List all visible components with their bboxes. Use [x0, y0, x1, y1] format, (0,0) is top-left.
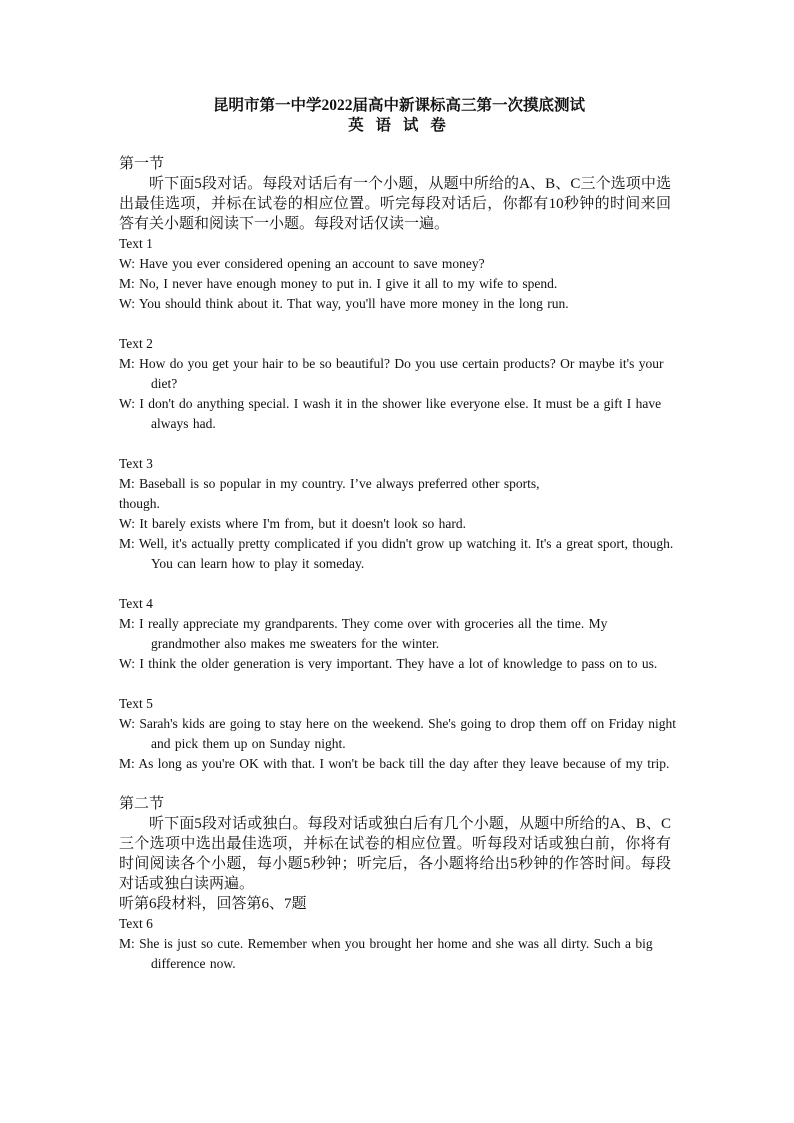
- part2-heading: 第二节: [119, 796, 165, 812]
- document-page: [119, 96, 679, 974]
- dialogue-line: though.: [119, 496, 160, 511]
- text-label: Text 6: [119, 916, 153, 931]
- part1-instruction: 听下面5段对话。每段对话后有一个小题，从题中所给的A、B、C三个选项中选出最佳选项，并标在试卷的相应位置。听完每段对话后，你都有10秒钟的时间来回答有关小题和阅读下一小题。每段对话仅读一遍。: [119, 176, 671, 232]
- text-label: Text 3: [119, 456, 153, 471]
- text-block-2: [119, 334, 679, 434]
- text-label: Text 1: [119, 236, 153, 251]
- dialogue-line: W: You should think about it. That way, you'll have more money in the long run.: [119, 296, 569, 311]
- dialogue-line: M: Well, it's actually pretty complicated if you didn't grow up watching it. It's a great sport, though. You can learn how to play it someday.: [119, 536, 674, 571]
- text-label: Text 2: [119, 336, 153, 351]
- dialogue-line: M: As long as you're OK with that. I won't be back till the day after they leave because of my trip.: [119, 756, 670, 771]
- text-block-6: [119, 914, 679, 974]
- part2-instruction: 听下面5段对话或独白。每段对话或独白后有几个小题，从题中所给的A、B、C三个选项中选出最佳选项，并标在试卷的相应位置。听每段对话或独白前，你将有时间阅读各个小题，每小题5秒钟；听完后，各小题将给出5秒钟的作答时间。每段对话或独白读两遍。: [119, 816, 671, 892]
- exam-title: 昆明市第一中学2022届高中新课标高三第一次摸底测试: [212, 97, 585, 114]
- text-block-3: [119, 454, 679, 574]
- dialogue-line: W: I think the older generation is very important. They have a lot of knowledge to pass on to us.: [119, 656, 658, 671]
- text-block-4: [119, 594, 679, 674]
- text-block-5: [119, 694, 679, 774]
- text-block-1: [119, 234, 679, 314]
- text-label: Text 5: [119, 696, 153, 711]
- dialogue-line: W: Have you ever considered opening an account to save money?: [119, 256, 485, 271]
- dialogue-line: W: It barely exists where I'm from, but it doesn't look so hard.: [119, 516, 467, 531]
- dialogue-line: M: Baseball is so popular in my country. I’ve always preferred other sports,: [119, 476, 540, 491]
- part1-heading: 第一节: [119, 156, 165, 172]
- dialogue-line: M: No, I never have enough money to put in. I give it all to my wife to spend.: [119, 276, 558, 291]
- dialogue-line: M: I really appreciate my grandparents. They come over with groceries all the time. My grandmother also makes me sweaters for the winter.: [119, 616, 608, 651]
- material-note: 听第6段材料，回答第6、7题: [119, 896, 307, 912]
- dialogue-line: W: Sarah's kids are going to stay here on the weekend. She's going to drop them off on Friday night and pick them up on Sunday night.: [119, 716, 677, 751]
- dialogue-line: M: She is just so cute. Remember when you brought her home and she was all dirty. Such a big difference now.: [119, 936, 653, 971]
- text-label: Text 4: [119, 596, 153, 611]
- exam-subtitle: 英 语 试 卷: [348, 117, 450, 134]
- dialogue-line: M: How do you get your hair to be so beautiful? Do you use certain products? Or maybe it's your diet?: [119, 356, 664, 391]
- dialogue-line: W: I don't do anything special. I wash it in the shower like everyone else. It must be a gift I have always had.: [119, 396, 662, 431]
